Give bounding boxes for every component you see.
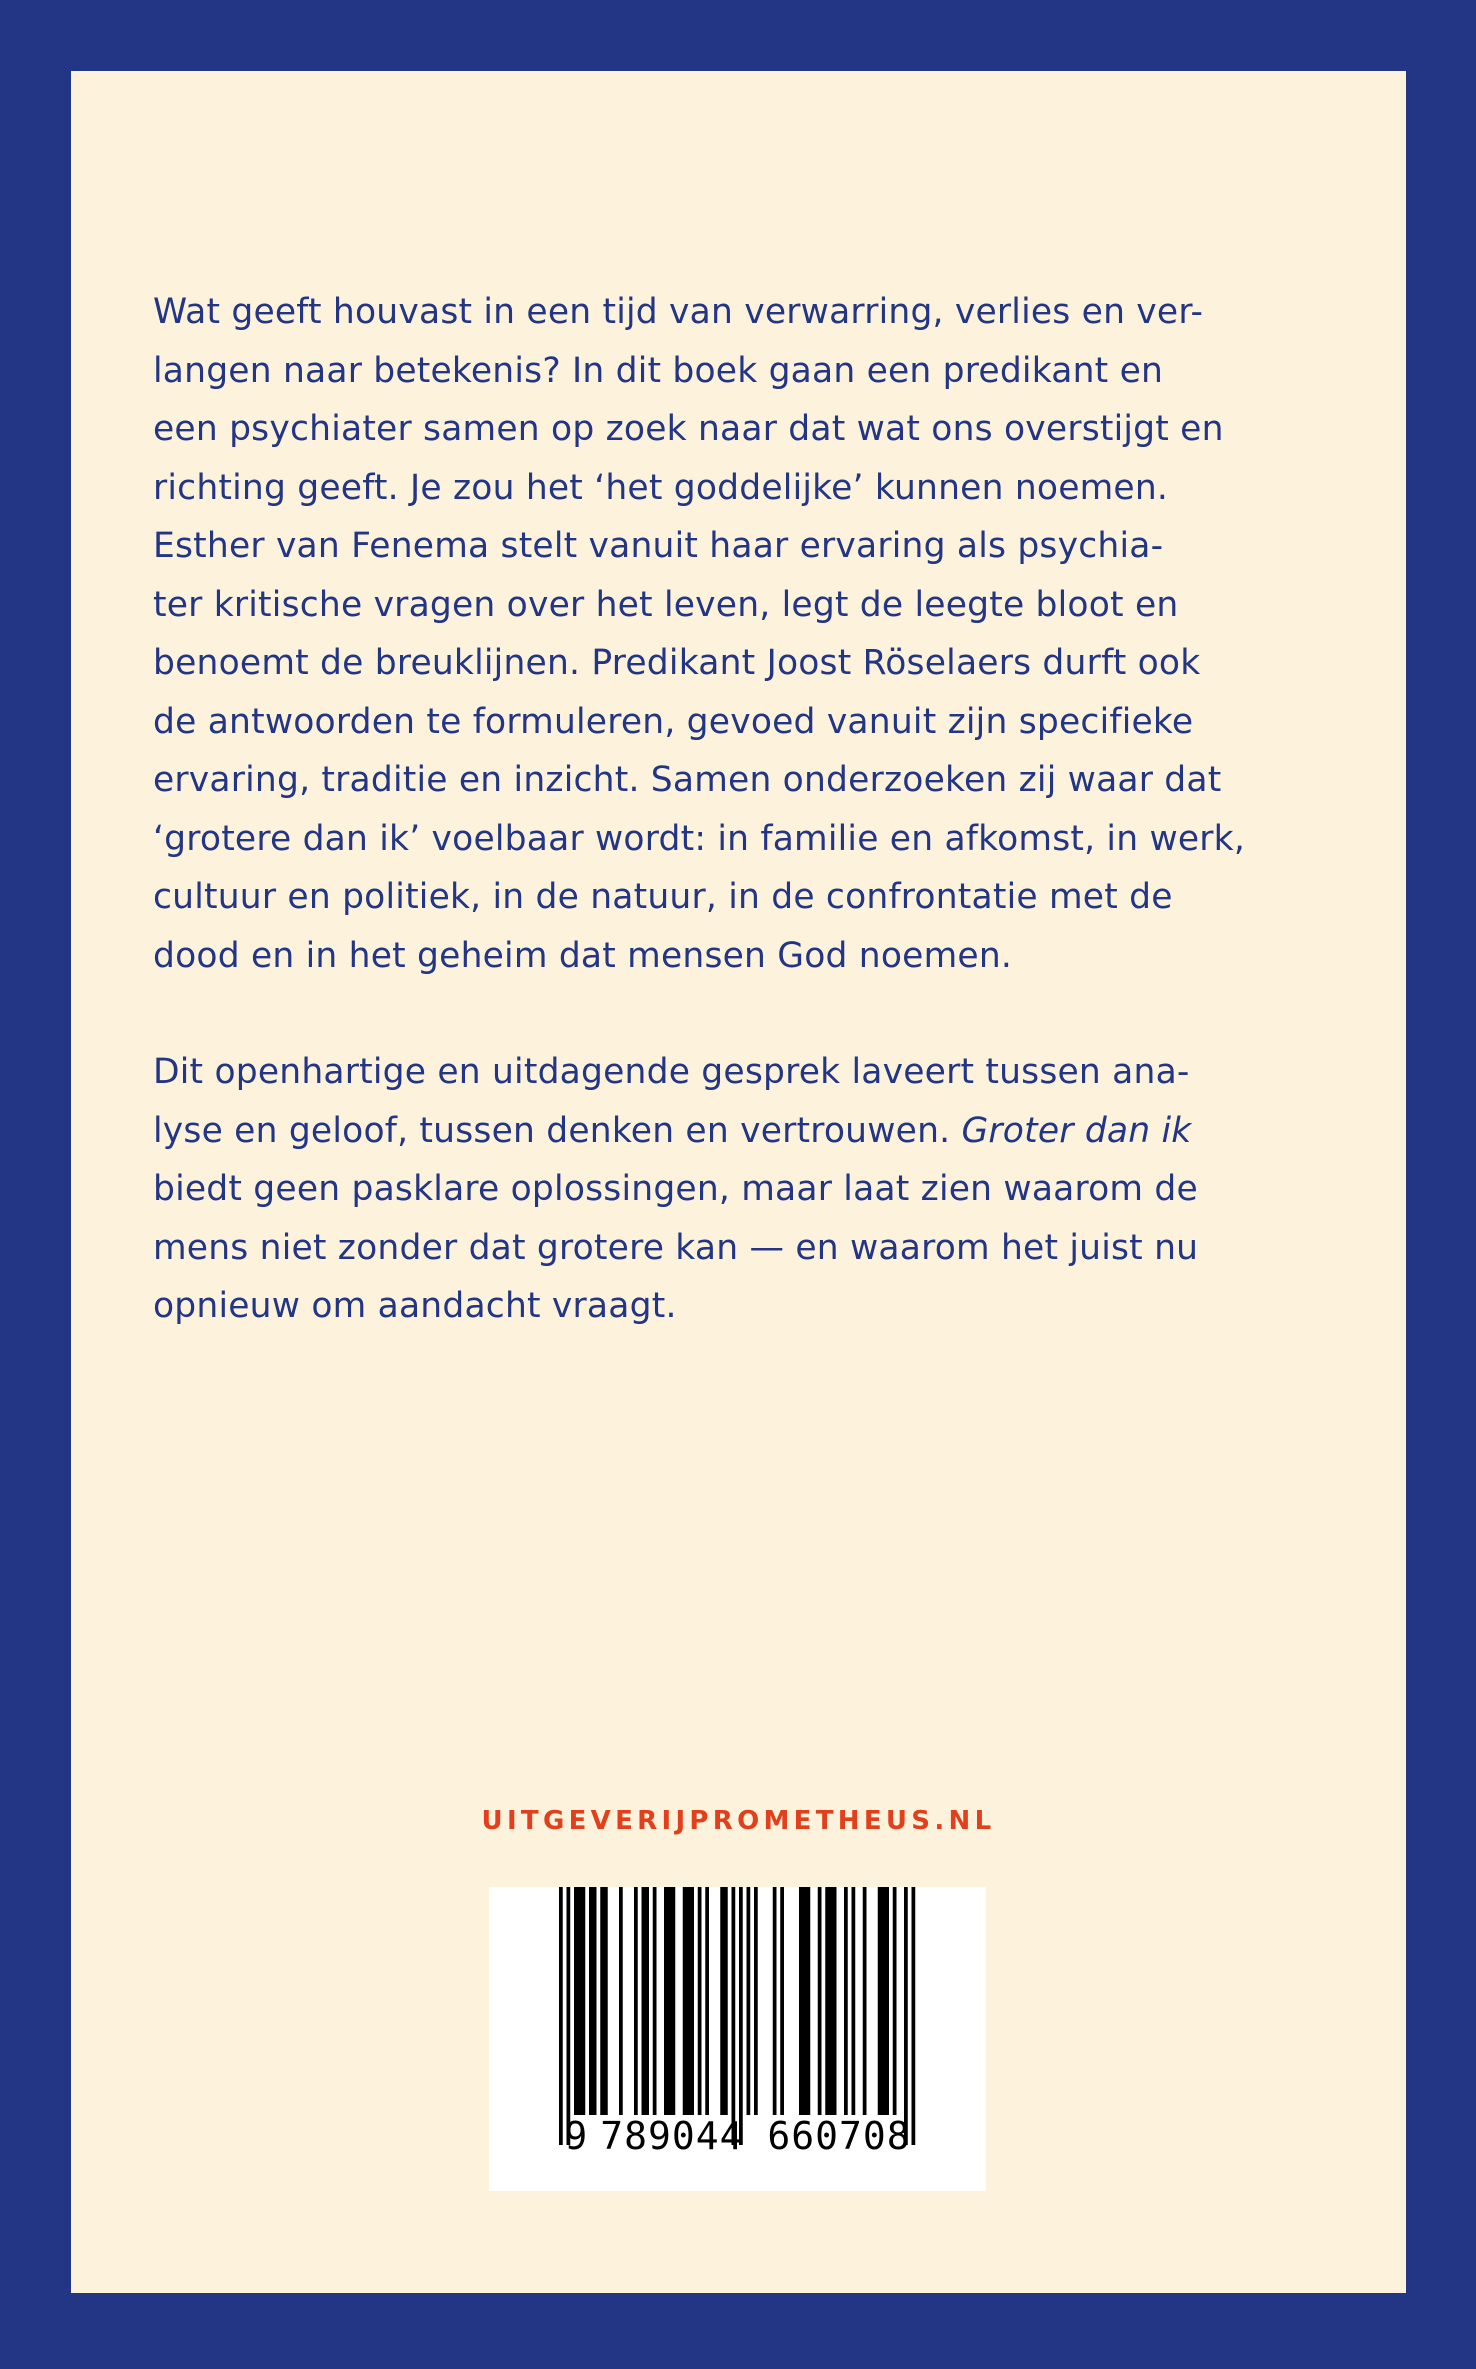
barcode-bar (589, 1887, 597, 2115)
blurb-text-segment: lyse en geloof, tussen denken en vertrouwen. (153, 1110, 962, 1151)
blurb-line: benoemt de breuklijnen. Predikant Joost Röselaers durft ook (153, 643, 1201, 683)
barcode-bar (863, 1887, 867, 2115)
barcode-bar (720, 1887, 728, 2115)
barcode-bar (799, 1887, 810, 2115)
blurb-line: ‘grotere dan ik’ voelbaar wordt: in familie en afkomst, in werk, (153, 818, 1246, 859)
blurb-line: langen naar betekenis? In dit boek gaan een predikant en (153, 350, 1164, 391)
barcode-bar (683, 1887, 694, 2115)
barcode-bar (559, 1887, 563, 2145)
barcode-bar (642, 1887, 650, 2115)
blurb-line: biedt geen pasklare oplossingen, maar laat zien waarom de (153, 1169, 1198, 1209)
blurb-text (153, 283, 1333, 1336)
barcode-bar (698, 1887, 702, 2115)
isbn-digits: 789044 660708 (600, 2114, 911, 2158)
blurb-line: de antwoorden te formuleren, gevoed vanuit zijn specifieke (153, 701, 1194, 742)
barcode-bar (619, 1887, 623, 2115)
back-cover-panel (71, 71, 1406, 2293)
barcode-bar (653, 1887, 657, 2115)
barcode-bar (912, 1887, 916, 2145)
blurb-line: richting geeft. Je zou het ‘het goddelijke’ kunnen noemen. (153, 467, 1169, 508)
isbn-barcode (489, 1887, 986, 2191)
publisher-url: UITGEVERIJPROMETHEUS.NL (481, 1806, 996, 1836)
barcode-bar (818, 1887, 822, 2115)
barcode-bar (732, 1887, 736, 2145)
barcode-bar (878, 1887, 889, 2115)
isbn-number (489, 2111, 986, 2161)
barcode-bar (904, 1887, 908, 2145)
paragraph-gap (153, 985, 1333, 1043)
isbn-first-digit: 9 (564, 2114, 589, 2158)
blurb-line: Wat geeft houvast in een tijd van verwarring, verlies en ver- (153, 292, 1204, 332)
blurb-line: Esther van Fenema stelt vanuit haar ervaring als psychia- (153, 526, 1164, 566)
blurb-line: mens niet zonder dat grotere kan — en waarom het juist nu (153, 1227, 1199, 1268)
barcode-bar (600, 1887, 608, 2115)
barcode-bar (754, 1887, 758, 2115)
blurb-line: opnieuw om aandacht vraagt. (153, 1286, 677, 1326)
barcode-bar (634, 1887, 638, 2115)
blurb-line: een psychiater samen op zoek naar dat wat ons overstijgt en (153, 409, 1224, 449)
book-title-italic: Groter dan ik (961, 1110, 1192, 1151)
barcode-bar (825, 1887, 836, 2115)
barcode-bar (574, 1887, 585, 2115)
blurb-line: Dit openhartige en uitdagende gesprek laveert tussen ana- (153, 1052, 1190, 1092)
blurb-line: ter kritische vragen over het leven, legt de leegte bloot en (153, 584, 1179, 625)
barcode-bar (747, 1887, 751, 2115)
barcode-bar (664, 1887, 675, 2115)
barcode-bar (780, 1887, 784, 2115)
barcode-bar (705, 1887, 709, 2115)
barcode-bar (852, 1887, 856, 2115)
barcode-bar (567, 1887, 571, 2145)
blurb-line (153, 1102, 1333, 1161)
barcode-bar (844, 1887, 848, 2115)
blurb-line: dood en in het geheim dat mensen God noemen. (153, 935, 1013, 976)
barcode-bar (773, 1887, 777, 2115)
barcode-bar (739, 1887, 743, 2145)
barcode-bar (893, 1887, 897, 2115)
blurb-line: cultuur en politiek, in de natuur, in de confrontatie met de (153, 877, 1173, 917)
blurb-line: ervaring, traditie en inzicht. Samen onderzoeken zij waar dat (153, 760, 1222, 800)
